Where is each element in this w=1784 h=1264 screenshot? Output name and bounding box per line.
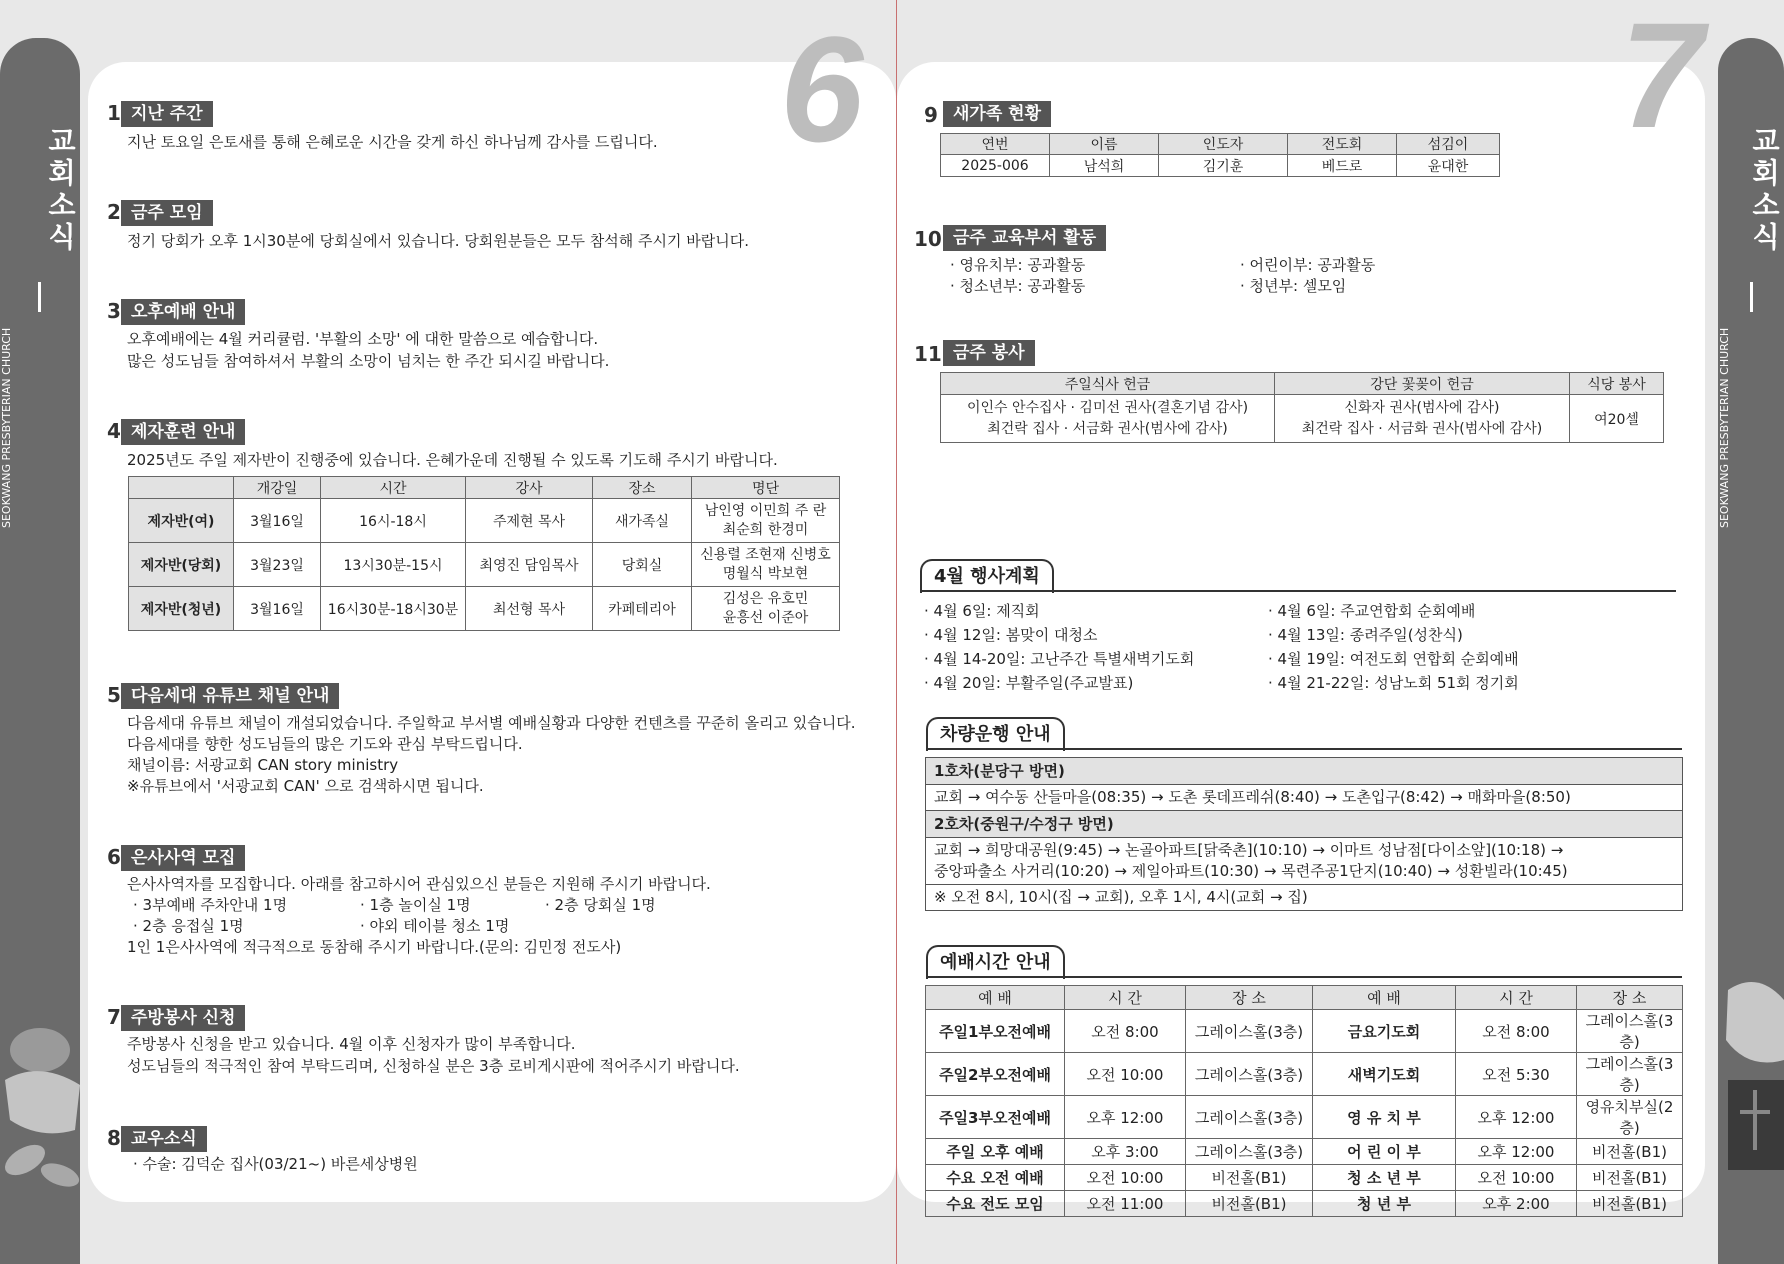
table-cell: 여20셀: [1570, 395, 1664, 443]
table-cell: 수요 오전 예배: [926, 1165, 1065, 1191]
table-cell: 카페테리아: [593, 587, 692, 631]
table-cell: 제자반(당회): [129, 543, 234, 587]
table-cell: [941, 395, 1275, 443]
section-text: 다음세대를 향한 성도님들의 많은 기도와 관심 부탁드립니다.: [127, 735, 523, 753]
offering-text: 신화자 권사(범사에 감사): [1344, 399, 1500, 416]
table-cell: 비전홀(B1): [1577, 1191, 1683, 1217]
bus-route-header: 1호차(분당구 방면): [926, 758, 1682, 785]
table-cell: 비전홀(B1): [1186, 1191, 1313, 1217]
table-cell: 남석희: [1050, 155, 1159, 177]
page-fold-line: [896, 0, 897, 1264]
section-title: 금주 교육부서 활동: [943, 225, 1106, 251]
table-header: 장소: [593, 477, 692, 499]
table-header: 시간: [321, 477, 466, 499]
events-title: 4월 행사계획: [920, 559, 1054, 593]
table-cell: [1275, 395, 1570, 443]
table-header: 개강일: [234, 477, 321, 499]
table-cell: 그레이스홀(3층): [1186, 1096, 1313, 1139]
table-cell: 비전홀(B1): [1577, 1165, 1683, 1191]
event-item: · 4월 14-20일: 고난주간 특별새벽기도회: [924, 650, 1195, 668]
table-cell: 영 유 치 부: [1313, 1096, 1456, 1139]
table-cell: 그레이스홀(3층): [1186, 1053, 1313, 1096]
section-text: 은사사역자를 모집합니다. 아래를 참고하시어 관심있으신 분들은 지원해 주시기 바랍니다.: [127, 875, 711, 893]
offering-text: 최건락 집사 · 서금화 권사(범사에 감사): [987, 420, 1228, 437]
table-cell: 금요기도회: [1313, 1010, 1456, 1053]
section-text: 많은 성도님들 참여하셔서 부활의 소망이 넘치는 한 주간 되시길 바랍니다.: [127, 352, 610, 370]
table-header: 강사: [466, 477, 593, 499]
table-cell: 새벽기도회: [1313, 1053, 1456, 1096]
page-number: 7: [1620, 0, 1704, 159]
table-cell: 3월23일: [234, 543, 321, 587]
table-row: [926, 1139, 1683, 1165]
section-title: 다음세대 유튜브 채널 안내: [121, 683, 339, 709]
table-cell: 3월16일: [234, 499, 321, 543]
table-cell: 주일2부오전예배: [926, 1053, 1065, 1096]
bus-route-line: 중앙파출소 사거리(10:20) → 제일아파트(10:30) → 목련주공1단지(10:40) → 성환빌라(10:45): [934, 862, 1568, 880]
event-item: · 4월 13일: 종려주일(성찬식): [1268, 626, 1463, 644]
table-cell: 오후 12:00: [1456, 1139, 1577, 1165]
table-cell: 제자반(여): [129, 499, 234, 543]
table-cell: 주일1부오전예배: [926, 1010, 1065, 1053]
table-cell: 주일3부오전예배: [926, 1096, 1065, 1139]
table-cell: 3월16일: [234, 587, 321, 631]
event-item: · 4월 12일: 봄맞이 대청소: [924, 626, 1098, 644]
table-header: 예 배: [1313, 986, 1456, 1010]
offering-text: 최건락 집사 · 서금화 권사(범사에 감사): [1301, 420, 1543, 437]
discipleship-table: [128, 476, 840, 631]
table-cell: 오전 10:00: [1065, 1053, 1186, 1096]
section-number: 2: [107, 200, 121, 224]
offering-text: 이인수 안수집사 · 김미선 권사(결혼기념 감사): [966, 399, 1249, 416]
events-rule: [920, 590, 1676, 592]
table-header: 장 소: [1577, 986, 1683, 1010]
section-title: 교우소식: [121, 1126, 207, 1152]
section-text: 지난 토요일 은토새를 통해 은혜로운 시간을 갖게 하신 하나님께 감사를 드립니다.: [127, 133, 658, 151]
section-text: ※유튜브에서 '서광교회 CAN' 으로 검색하시면 됩니다.: [127, 777, 484, 795]
table-row: [926, 1165, 1683, 1191]
table-cell: [692, 587, 840, 631]
table-cell: 최선형 목사: [466, 587, 593, 631]
table-cell: [692, 543, 840, 587]
table-header: 전도회: [1288, 134, 1397, 155]
section-text: 정기 당회가 오후 1시30분에 당회실에서 있습니다. 당회원분들은 모두 참석해 주시기 바랍니다.: [127, 232, 749, 250]
section-number: 3: [107, 299, 121, 323]
table-cell: 그레이스홀(3층): [1577, 1010, 1683, 1053]
section-number: 10: [914, 227, 942, 251]
section-title: 제자훈련 안내: [121, 419, 245, 445]
table-cell: 베드로: [1288, 155, 1397, 177]
section-title: 지난 주간: [121, 101, 213, 127]
table-cell: [692, 499, 840, 543]
section-text: 2025년도 주일 제자반이 진행중에 있습니다. 은혜가운데 진행될 수 있도록 기도해 주시기 바랍니다.: [127, 451, 778, 469]
table-cell: 비전홀(B1): [1186, 1165, 1313, 1191]
bus-rule: [926, 748, 1682, 750]
table-header: 시 간: [1065, 986, 1186, 1010]
table-header: 주일식사 헌금: [941, 373, 1275, 395]
section-text: 주방봉사 신청을 받고 있습니다. 4월 이후 신청자가 많이 부족합니다.: [127, 1035, 576, 1053]
table-row: [926, 1010, 1683, 1053]
table-row: [926, 1096, 1683, 1139]
table-header: 시 간: [1456, 986, 1577, 1010]
table-row: [941, 395, 1664, 443]
section-title: 주방봉사 신청: [121, 1005, 245, 1031]
event-item: · 4월 6일: 주교연합회 순회예배: [1268, 602, 1476, 620]
table-cell: 오후 12:00: [1065, 1096, 1186, 1139]
table-header: 이름: [1050, 134, 1159, 155]
section-number: 1: [107, 101, 121, 125]
worship-schedule-table: [925, 985, 1683, 1217]
section-number: 11: [914, 342, 942, 366]
table-cell: 오후 3:00: [1065, 1139, 1186, 1165]
department-activity: · 어린이부: 공과활동: [1240, 256, 1376, 274]
department-activity: · 청년부: 셀모임: [1240, 277, 1347, 295]
section-text: 채널이름: 서광교회 CAN story ministry: [127, 756, 399, 774]
page-number: 6: [780, 5, 864, 173]
table-cell: 그레이스홀(3층): [1186, 1139, 1313, 1165]
table-header: 식당 봉사: [1570, 373, 1664, 395]
table-cell: 그레이스홀(3층): [1186, 1010, 1313, 1053]
hands-plant-illustration: [0, 990, 95, 1190]
sidebar-title: 교회소식: [1748, 126, 1781, 254]
table-cell: 오후 2:00: [1456, 1191, 1577, 1217]
section-title: 은사사역 모집: [121, 845, 245, 871]
table-cell: 수요 전도 모임: [926, 1191, 1065, 1217]
bus-note: ※ 오전 8시, 10시(집 → 교회), 오후 1시, 4시(교회 → 집): [934, 888, 1308, 906]
sidebar-church-name: SEOKWANG PRESBYTERIAN CHURCH: [0, 327, 13, 529]
member-names: 윤흥선 이준아: [722, 609, 809, 626]
bus-route: [926, 838, 1682, 885]
section-number: 9: [924, 103, 938, 127]
volunteer-item: · 1층 놀이실 1명: [360, 896, 471, 914]
table-header: 장 소: [1186, 986, 1313, 1010]
table-cell: 주제현 목사: [466, 499, 593, 543]
member-names: 신용렬 조현재 신병호: [700, 546, 831, 563]
section-number: 4: [107, 419, 121, 443]
table-cell: 오후 12:00: [1456, 1096, 1577, 1139]
department-activity: · 청소년부: 공과활동: [950, 277, 1086, 295]
section-number: 8: [107, 1126, 121, 1150]
table-cell: 오전 8:00: [1065, 1010, 1186, 1053]
event-item: · 4월 20일: 부활주일(주교발표): [924, 674, 1134, 692]
table-cell: 오전 10:00: [1456, 1165, 1577, 1191]
worship-title: 예배시간 안내: [926, 945, 1065, 979]
volunteer-item: · 3부예배 주차안내 1명: [133, 896, 288, 914]
sidebar-divider: [1750, 282, 1753, 312]
table-header: [129, 477, 234, 499]
event-item: · 4월 21-22일: 성남노회 51회 정기회: [1268, 674, 1519, 692]
section-text: 다음세대 유튜브 채널이 개설되었습니다. 주일학교 부서별 예배실황과 다양한 컨텐츠를 꾸준히 올리고 있습니다.: [127, 714, 856, 732]
bus-route-header: 2호차(중원구/수정구 방면): [926, 811, 1682, 838]
table-row: [129, 499, 840, 543]
section-number: 5: [107, 683, 121, 707]
table-header: 인도자: [1159, 134, 1288, 155]
bus-route: 교회 → 여수동 산들마을(08:35) → 도촌 롯데프레쉬(8:40) → 도촌입구(8:42) → 매화마을(8:50): [926, 785, 1682, 811]
event-item: · 4월 19일: 여전도회 연합회 순회예배: [1268, 650, 1519, 668]
table-cell: 어 린 이 부: [1313, 1139, 1456, 1165]
table-row: [941, 155, 1500, 177]
member-names: 김성은 유호민: [722, 590, 809, 607]
table-cell: 새가족실: [593, 499, 692, 543]
table-cell: 2025-006: [941, 155, 1050, 177]
table-cell: 영유치부실(2층): [1577, 1096, 1683, 1139]
section-title: 새가족 현황: [943, 101, 1051, 127]
volunteer-item: · 야외 테이블 청소 1명: [360, 917, 510, 935]
table-cell: 당회실: [593, 543, 692, 587]
member-names: 최순희 한경미: [722, 521, 809, 538]
table-row: [926, 1053, 1683, 1096]
table-cell: 오전 8:00: [1456, 1010, 1577, 1053]
table-cell: 오전 5:30: [1456, 1053, 1577, 1096]
table-header: 명단: [692, 477, 840, 499]
table-row: [926, 1191, 1683, 1217]
volunteer-item: · 2층 당회실 1명: [545, 896, 656, 914]
table-cell: 16시-18시: [321, 499, 466, 543]
section-title: 오후예배 안내: [121, 299, 245, 325]
member-names: 남인영 이민희 주 란: [704, 502, 827, 519]
table-cell: 오전 11:00: [1065, 1191, 1186, 1217]
table-header: 강단 꽃꽂이 헌금: [1275, 373, 1570, 395]
table-cell: 오전 10:00: [1065, 1165, 1186, 1191]
table-header: 예 배: [926, 986, 1065, 1010]
table-cell: 청 년 부: [1313, 1191, 1456, 1217]
member-names: 명월식 박보현: [722, 565, 809, 582]
table-row: [129, 543, 840, 587]
sidebar-church-name: SEOKWANG PRESBYTERIAN CHURCH: [1718, 327, 1731, 529]
worship-rule: [926, 976, 1682, 978]
table-cell: 13시30분-15시: [321, 543, 466, 587]
table-cell: 그레이스홀(3층): [1577, 1053, 1683, 1096]
table-row: [129, 587, 840, 631]
sidebar-divider: [38, 282, 41, 312]
new-family-table: [940, 133, 1500, 177]
table-cell: 김기훈: [1159, 155, 1288, 177]
volunteer-item: · 2층 응접실 1명: [133, 917, 244, 935]
section-text: 성도님들의 적극적인 참여 부탁드리며, 신청하실 분은 3층 로비게시판에 적어주시기 바랍니다.: [127, 1057, 740, 1075]
table-cell: 청 소 년 부: [1313, 1165, 1456, 1191]
table-header: 연번: [941, 134, 1050, 155]
bus-title: 차량운행 안내: [926, 717, 1065, 751]
section-title: 금주 모임: [121, 200, 213, 226]
sidebar-title: 교회소식: [44, 126, 77, 254]
service-table: [940, 372, 1664, 443]
section-text: 오후예배에는 4월 커리큘럼. '부활의 소망' 에 대한 말씀으로 예습합니다.: [127, 330, 599, 348]
table-cell: 비전홀(B1): [1577, 1139, 1683, 1165]
table-cell: 주일 오후 예배: [926, 1139, 1065, 1165]
department-activity: · 영유치부: 공과활동: [950, 256, 1086, 274]
section-number: 6: [107, 845, 121, 869]
section-text: · 수술: 김덕순 집사(03/21~) 바른세상병원: [133, 1155, 418, 1173]
event-item: · 4월 6일: 제직회: [924, 602, 1040, 620]
bus-route-box: [925, 757, 1683, 911]
bus-route-line: 교회 → 희망대공원(9:45) → 논골아파트[닭죽촌](10:10) → 이마트 성남점[다이소앞](10:18) →: [934, 841, 1564, 859]
table-cell: 윤대한: [1397, 155, 1500, 177]
table-cell: 제자반(청년): [129, 587, 234, 631]
section-number: 7: [107, 1005, 121, 1029]
section-text: 1인 1은사사역에 적극적으로 동참해 주시기 바랍니다.(문의: 김민정 전도사): [127, 938, 622, 956]
table-header: 섬김이: [1397, 134, 1500, 155]
hands-cross-illustration: [1718, 950, 1784, 1190]
section-title: 금주 봉사: [943, 340, 1035, 366]
table-cell: 최영진 담임목사: [466, 543, 593, 587]
table-cell: 16시30분-18시30분: [321, 587, 466, 631]
